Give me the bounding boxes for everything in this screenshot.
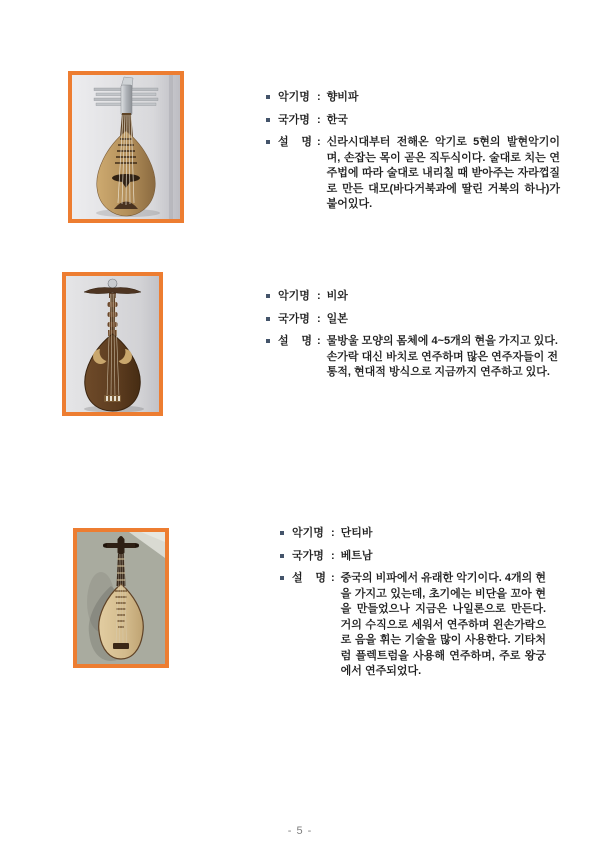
field-colon: : bbox=[317, 113, 321, 126]
field-colon: : bbox=[331, 549, 335, 562]
field-description: 중국의 비파에서 유래한 악기이다. 4개의 현을 가지고 있는데, 초기에는 비단을 꼬아 현을 만들었으나 지금은 나일론으로 만든다. 거의 수직으로 세워서 연주하며 왼손가락으로 음을 휘는 기술을 많이 사용한다. 기타처럼 플렉트럼을 사용해 연주하며, 주로 왕궁에서 연주되었다. bbox=[340, 572, 546, 677]
field-label: 국가명 bbox=[278, 312, 310, 325]
field-value: 비와 bbox=[326, 290, 348, 302]
section-biwa-text bbox=[266, 289, 558, 388]
biwa-illustration bbox=[66, 276, 159, 412]
square-bullet-icon bbox=[266, 118, 270, 122]
hyangbipa-photo bbox=[68, 71, 184, 223]
field-description: 신라시대부터 전해온 악기로 5현의 발현악기이며, 손잡는 목이 곧은 직두식이다. 술대로 치는 연주법에 따라 술대로 내리칠 때 받아주는 자라껍질로 만든 대모(바다거북과에 딸린 거북의 하나)가 붙어있다. bbox=[326, 136, 560, 210]
field-label: 국가명 bbox=[278, 113, 310, 126]
field-colon: : bbox=[317, 91, 321, 103]
field-description: 물방울 모양의 몸체에 4~5개의 현을 가지고 있다. 손가락 대신 바치로 연주하며 많은 연주자들이 전통적, 현대적 방식으로 지금까지 연주하고 있다. bbox=[326, 335, 558, 378]
field-value: 향비파 bbox=[326, 91, 359, 103]
square-bullet-icon bbox=[280, 554, 284, 558]
page-number: - 5 - bbox=[287, 825, 313, 837]
square-bullet-icon bbox=[266, 140, 270, 144]
field-row-country-name bbox=[266, 312, 558, 328]
field-label: 설 명 bbox=[278, 136, 312, 148]
field-row-instrument-name bbox=[266, 90, 560, 106]
field-row-country-name bbox=[280, 549, 546, 565]
field-label: 악기명 bbox=[278, 290, 310, 302]
field-label: 설 명 bbox=[278, 335, 312, 347]
section-hyangbipa-text bbox=[266, 90, 560, 220]
section-dantiba-text bbox=[280, 526, 546, 687]
field-colon: : bbox=[317, 335, 321, 347]
field-row-instrument-name bbox=[280, 526, 546, 542]
dantiba-photo bbox=[73, 528, 169, 668]
field-row-description bbox=[266, 135, 560, 213]
field-label: 악기명 bbox=[278, 91, 310, 103]
square-bullet-icon bbox=[266, 95, 270, 99]
field-colon: : bbox=[317, 290, 321, 302]
dantiba-illustration bbox=[77, 532, 165, 664]
field-colon: : bbox=[317, 312, 321, 325]
square-bullet-icon bbox=[266, 339, 270, 343]
field-row-instrument-name bbox=[266, 289, 558, 305]
square-bullet-icon bbox=[266, 294, 270, 298]
hyangbipa-illustration bbox=[72, 75, 180, 219]
field-value: 일본 bbox=[326, 312, 348, 325]
field-label: 설 명 bbox=[292, 572, 326, 584]
biwa-photo bbox=[62, 272, 163, 416]
field-value: 한국 bbox=[326, 113, 348, 126]
square-bullet-icon bbox=[266, 317, 270, 321]
square-bullet-icon bbox=[280, 576, 284, 580]
field-colon: : bbox=[331, 527, 335, 539]
square-bullet-icon bbox=[280, 531, 284, 535]
field-row-description bbox=[266, 334, 558, 381]
field-colon: : bbox=[317, 136, 321, 148]
field-value: 베트남 bbox=[340, 549, 373, 562]
field-value: 단티바 bbox=[340, 527, 373, 539]
field-colon: : bbox=[331, 572, 335, 584]
field-row-description bbox=[280, 571, 546, 680]
field-label: 악기명 bbox=[292, 527, 324, 539]
field-row-country-name bbox=[266, 113, 560, 129]
field-label: 국가명 bbox=[292, 549, 324, 562]
